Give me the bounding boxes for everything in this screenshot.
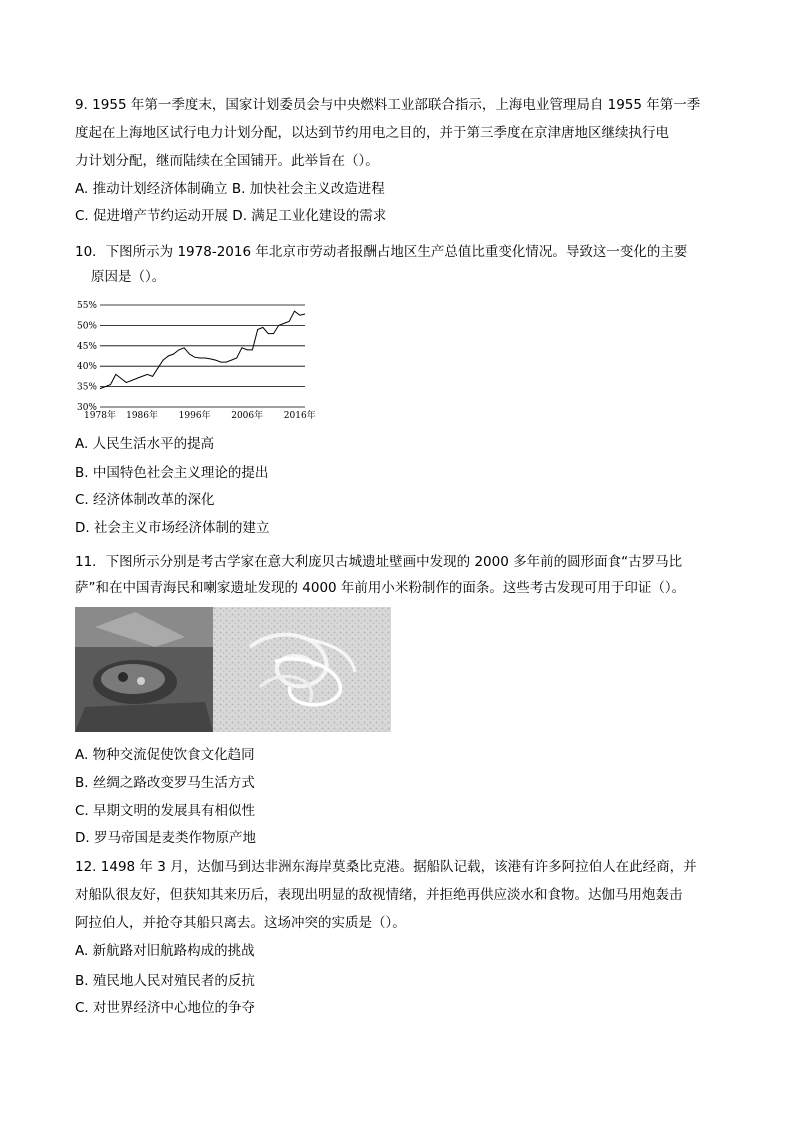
q10-line-2: 原因是（）。 [91, 269, 166, 285]
chart-series-line [100, 311, 305, 389]
labor-compensation-line-chart [70, 297, 320, 427]
q10-option-c: C. 经济体制改革的深化 [75, 492, 215, 508]
chart-x-tick-label: 1986年 [126, 411, 159, 421]
q11-option-d: D. 罗马帝国是麦类作物原产地 [75, 830, 256, 846]
q9-option-ab: A. 推动计划经济体制确立 B. 加快社会主义改造进程 [75, 181, 385, 197]
pompeii-pizza-photo [75, 607, 213, 732]
q11-option-b: B. 丝绸之路改变罗马生活方式 [75, 775, 255, 791]
q12-option-b: B. 殖民地人民对殖民者的反抗 [75, 973, 255, 989]
q9-line-2: 度起在上海地区试行电力计划分配，以达到节约用电之目的，并于第三季度在京津唐地区继续执行电 [75, 125, 669, 141]
q9-option-cd: C. 促进增产节约运动开展 D. 满足工业化建设的需求 [75, 208, 387, 224]
q10-option-d: D. 社会主义市场经济体制的建立 [75, 520, 270, 536]
chart-y-tick-labels [77, 301, 97, 413]
q12-line-1: 12. 1498 年 3 月，达伽马到达非洲东海岸莫桑比克港。据船队记载，该港有许多阿拉伯人在此经商，并 [75, 859, 697, 875]
chart-x-tick-labels [84, 409, 316, 421]
q12-line-3: 阿拉伯人，并抢夺其船只离去。这场冲突的实质是（）。 [75, 915, 406, 931]
q9-line-3: 力计划分配，继而陆续在全国铺开。此举旨在（）。 [75, 153, 379, 169]
archaeology-photos [75, 607, 391, 732]
q11-option-c: C. 早期文明的发展具有相似性 [75, 803, 256, 819]
q12-option-a: A. 新航路对旧航路构成的挑战 [75, 943, 255, 959]
q11-line-1: 11．下图所示分别是考古学家在意大利庞贝古城遗址壁画中发现的 2000 多年前的圆形面食“古罗马比 [75, 554, 683, 570]
chart-x-tick-label: 2016年 [283, 411, 316, 421]
chart-gridlines [100, 305, 305, 407]
chart-y-tick-label: 55% [76, 301, 97, 311]
q9-line-1: 9. 1955 年第一季度末，国家计划委员会与中央燃料工业部联合指示，上海电业管理局自 1955 年第一季 [75, 97, 701, 113]
q11-option-a: A. 物种交流促使饮食文化趋同 [75, 747, 255, 763]
chart-y-tick-label: 35% [76, 382, 97, 393]
chart-x-tick-label: 1978年 [84, 411, 116, 421]
q10-option-b: B. 中国特色社会主义理论的提出 [75, 465, 269, 481]
chart-x-tick-label: 1996年 [178, 411, 211, 421]
q10-option-a: A. 人民生活水平的提高 [75, 436, 215, 452]
q10-line-1: 10．下图所示为 1978-2016 年北京市劳动者报酬占地区生产总值比重变化情况。导致这一变化的主要 [75, 244, 688, 260]
q12-line-2: 对船队很友好，但获知其来历后，表现出明显的敌视情绪，并拒绝再供应淡水和食物。达伽马用炮轰击 [75, 887, 683, 903]
chart-y-tick-label: 40% [76, 362, 97, 373]
chart-x-tick-label: 2006年 [231, 411, 264, 421]
chart-y-tick-label: 45% [76, 341, 97, 352]
chart-y-tick-label: 30% [76, 403, 97, 413]
chart-y-tick-label: 50% [76, 321, 97, 332]
q12-option-c: C. 对世界经济中心地位的争夺 [75, 1000, 256, 1016]
q11-line-2: 萨”和在中国青海民和喇家遗址发现的 4000 年前用小米粉制作的面条。这些考古发现可用于印证（）。 [75, 580, 686, 596]
lajia-noodles-photo [213, 607, 391, 732]
